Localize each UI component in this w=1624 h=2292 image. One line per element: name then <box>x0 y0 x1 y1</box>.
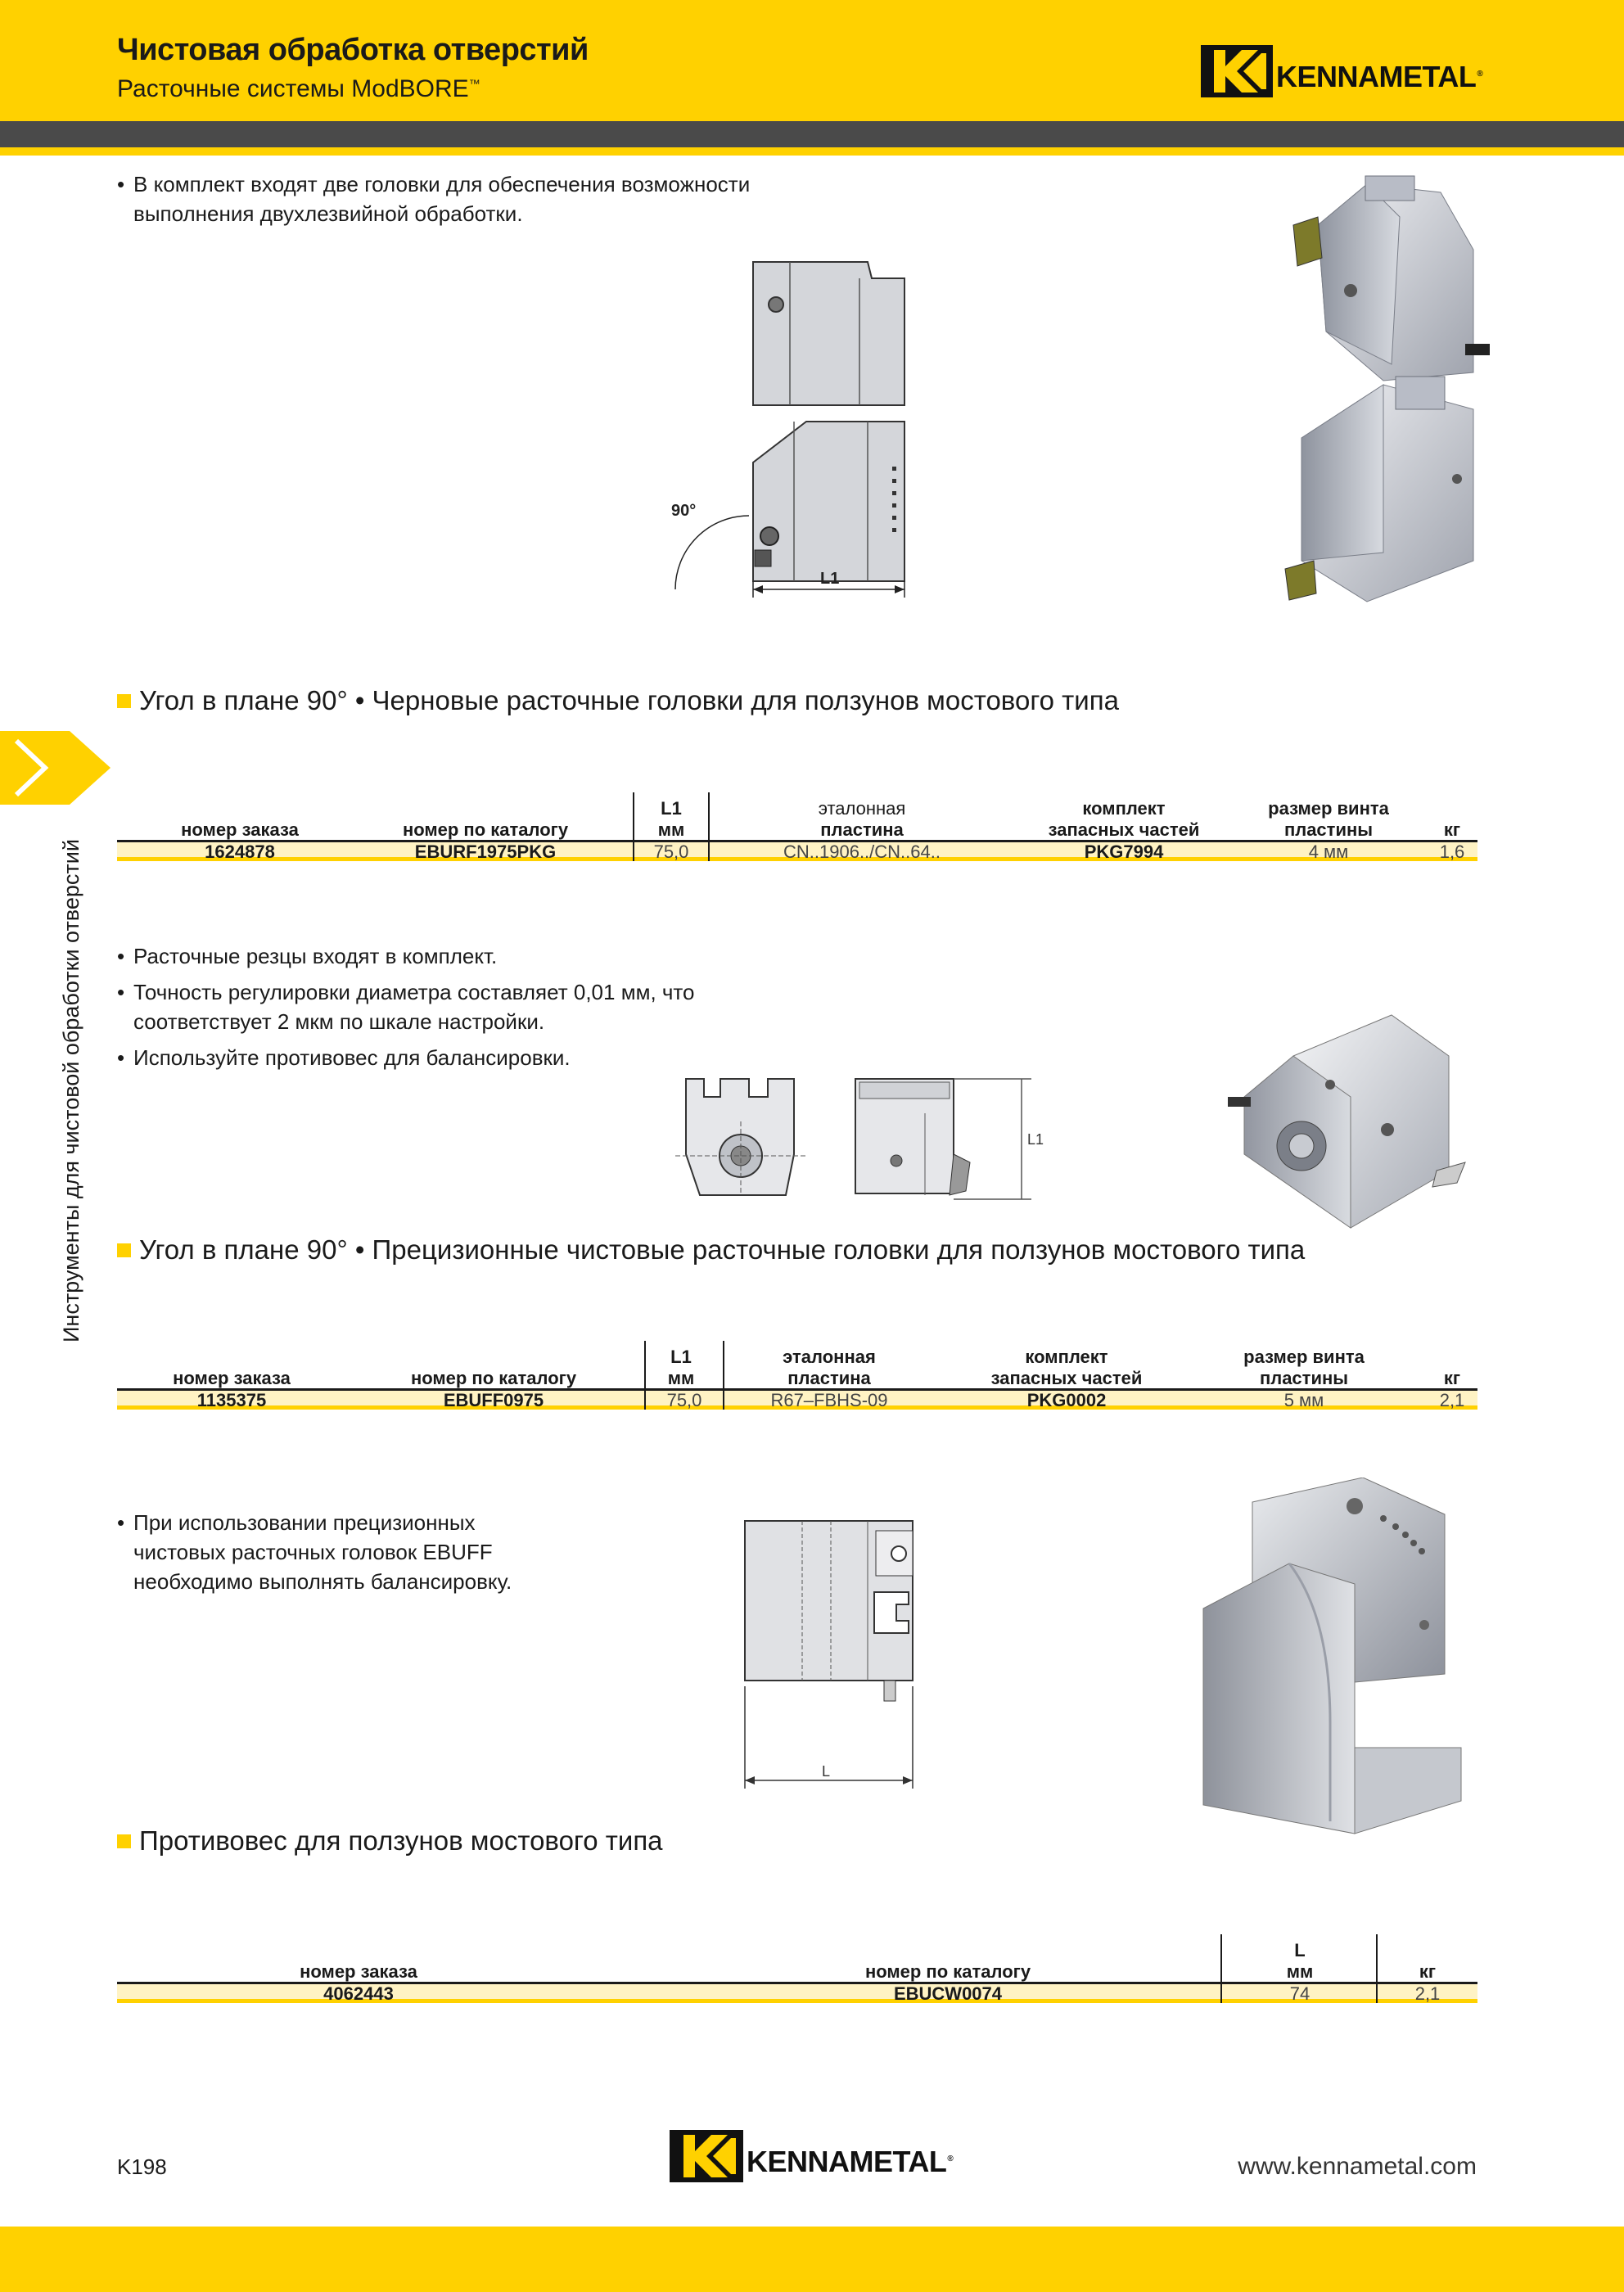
col-kg: кг <box>1419 1961 1437 1982</box>
col-order: номер заказа <box>181 819 299 840</box>
col-insert-2: пластина <box>820 819 904 840</box>
col-order: номер заказа <box>173 1368 291 1388</box>
roughing-head-drawing <box>655 246 925 606</box>
roughing-heads-3d-image <box>1269 168 1498 606</box>
l1-dimension-label: L1 <box>820 570 840 588</box>
counterweight-3d-image <box>1191 1478 1469 1838</box>
header-dark-bar <box>0 121 1624 147</box>
sidebar-label: Инструменты для чистовой обработки отверстий <box>59 839 83 1342</box>
precision-head-table <box>117 1341 1477 1410</box>
col-kit-2: запасных частей <box>990 1368 1143 1388</box>
trademark-symbol: ™ <box>468 77 480 90</box>
list-item: • Расточные резцы входят в комплект. <box>117 941 723 971</box>
table-row: 1624878 EBURF1975PKG 75,0 CN..1906../CN..64.. PKG7994 4 мм 1,6 <box>117 840 1477 861</box>
logo-wordmark: KENNAMETAL <box>747 2145 947 2178</box>
column-divider <box>1220 1934 1222 1982</box>
col-catalog: номер по каталогу <box>410 1368 577 1388</box>
l1-dimension-label: L1 <box>1027 1131 1044 1148</box>
list-item: • В комплект входят две головки для обеспечения возможности выполнения двухлезвийной обработки. <box>117 169 837 228</box>
list-item: • При использовании прецизионных чистовых расточных головок EBUFF необходимо выполнять балансировку. <box>117 1508 559 1596</box>
header-band <box>0 0 1624 121</box>
counterweight-drawing <box>737 1514 933 1793</box>
yellow-square-icon <box>117 694 131 708</box>
col-screw-1: размер винта <box>1243 1347 1365 1367</box>
col-kit-1: комплект <box>1082 798 1166 819</box>
section3-title: Противовес для ползунов мостового типа <box>117 1825 663 1857</box>
table-row: 1135375 EBUFF0975 75,0 R67–FBHS-09 PKG0002 5 мм 2,1 <box>117 1388 1477 1410</box>
kennametal-k-icon <box>1201 45 1273 97</box>
col-insert-2: пластина <box>787 1368 871 1388</box>
table-header <box>117 1341 1477 1388</box>
col-insert-1: эталонная <box>783 1347 876 1367</box>
col-l1: L1 <box>661 798 682 819</box>
table-row: 4062443 EBUCW0074 74 2,1 <box>117 1982 1477 2003</box>
header-accent-bar <box>0 147 1624 156</box>
table-header <box>117 1934 1477 1982</box>
yellow-square-icon <box>117 1834 131 1848</box>
section2-title: Угол в плане 90° • Прецизионные чистовые расточные головки для ползунов мостового типа <box>117 1234 1305 1266</box>
col-kit-2: запасных частей <box>1048 819 1200 840</box>
section3-bullets <box>117 1508 559 1603</box>
column-divider <box>1220 1982 1222 2003</box>
kennametal-logo: KENNAMETAL® <box>1201 45 1482 97</box>
page-title: Чистовая обработка отверстий <box>117 33 589 67</box>
col-l: L <box>1294 1940 1306 1960</box>
col-l1-unit: мм <box>657 819 685 840</box>
column-divider <box>644 1341 646 1388</box>
page-number: K198 <box>117 2154 167 2179</box>
col-catalog: номер по каталогу <box>864 1961 1031 1982</box>
l-dimension-label: L <box>822 1763 831 1780</box>
col-kit-1: комплект <box>1025 1347 1108 1367</box>
column-divider <box>708 792 710 840</box>
col-order: номер заказа <box>300 1961 417 1982</box>
col-l1-unit: мм <box>667 1368 695 1388</box>
kennametal-k-icon <box>670 2130 743 2182</box>
footer-band <box>0 2227 1624 2292</box>
col-kg: кг <box>1443 819 1461 840</box>
table-header <box>117 792 1477 840</box>
section1-bullets <box>117 169 837 235</box>
col-screw-2: пластины <box>1259 1368 1349 1388</box>
column-divider <box>1376 1982 1378 2003</box>
page-subtitle: Расточные системы ModBORE™ <box>117 75 480 102</box>
website-link[interactable]: www.kennametal.com <box>1238 2153 1477 2180</box>
precision-head-3d-image <box>1228 1007 1473 1236</box>
precision-head-drawing <box>671 1064 1056 1203</box>
list-item: • Точность регулировки диаметра составляет 0,01 мм, что соответствует 2 мкм по шкале настройки. <box>117 977 723 1036</box>
col-insert-1: эталонная <box>818 798 906 819</box>
section1-title: Угол в плане 90° • Черновые расточные головки для ползунов мостового типа <box>117 685 1119 716</box>
col-screw-1: размер винта <box>1268 798 1389 819</box>
col-screw-2: пластины <box>1283 819 1374 840</box>
column-divider <box>723 1341 724 1388</box>
chevron-right-icon <box>0 731 111 805</box>
counterweight-table <box>117 1934 1477 2003</box>
roughing-head-table <box>117 792 1477 861</box>
angle-label: 90° <box>671 502 697 520</box>
yellow-square-icon <box>117 1243 131 1257</box>
column-divider <box>633 840 634 861</box>
col-catalog: номер по каталогу <box>402 819 569 840</box>
column-divider <box>723 1388 724 1410</box>
column-divider <box>633 792 634 840</box>
column-divider <box>708 840 710 861</box>
footer-kennametal-logo: KENNAMETAL® <box>670 2130 953 2182</box>
col-l-unit: мм <box>1286 1961 1314 1982</box>
col-l1: L1 <box>670 1347 692 1367</box>
column-divider <box>1376 1934 1378 1982</box>
list-item: • Используйте противовес для балансировки. <box>117 1043 723 1072</box>
section2-bullets <box>117 941 723 1079</box>
logo-wordmark: KENNAMETAL <box>1276 60 1477 93</box>
col-kg: кг <box>1443 1368 1461 1388</box>
column-divider <box>644 1388 646 1410</box>
